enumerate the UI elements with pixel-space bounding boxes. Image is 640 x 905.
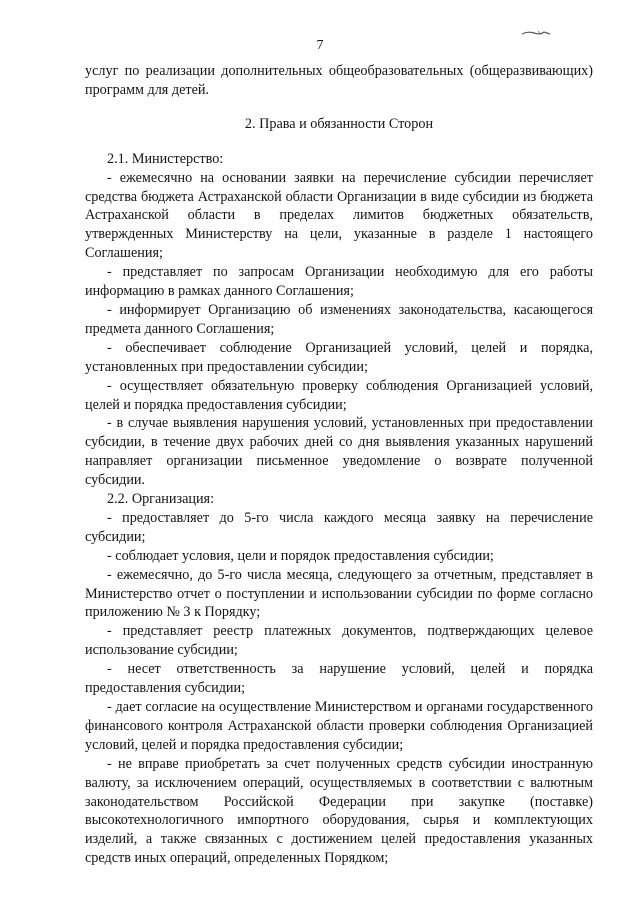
list-item: - обеспечивает соблюдение Организацией условий, целей и порядка, установленных при предоставлении субсидии; <box>85 339 593 375</box>
list-item: - предоставляет до 5-го числа каждого месяца заявку на перечисление субсидии; <box>85 509 593 545</box>
list-item: - информирует Организацию об изменениях законодательства, касающегося предмета данного Соглашения; <box>85 301 593 337</box>
list-item: - ежемесячно на основании заявки на перечисление субсидии перечисляет средства бюджета Астраханской области Организации в виде субсидии из бюджета Астраханской области в пределах лимитов бюджетных обязательств, утвержденных Министерству на цели, указанные в разделе 1 настоящего Соглашения; <box>85 169 593 262</box>
list-item: - осуществляет обязательную проверку соблюдения Организацией условий, целей и порядка предоставления субсидии; <box>85 377 593 413</box>
paragraph-continuation: услуг по реализации дополнительных общеобразовательных (общеразвивающих) программ для детей. <box>85 63 593 98</box>
list-item: - несет ответственность за нарушение условий, целей и порядка предоставления субсидии; <box>85 661 593 697</box>
list-item: - представляет реестр платежных документов, подтверждающих целевое использование субсидии; <box>85 623 593 659</box>
document-body <box>85 62 593 868</box>
list-item: - соблюдает условия, цели и порядок предоставления субсидии; <box>107 547 494 564</box>
section-heading: 2. Права и обязанности Сторон <box>244 115 434 132</box>
list-item: - дает согласие на осуществление Министерством и органами государственного финансового контроля Астраханской области проверки соблюдения Организацией условий, целей и порядка предоставления субсидии; <box>85 699 593 753</box>
scan-mark-icon <box>520 28 552 38</box>
list-item: - в случае выявления нарушения условий, установленных при предоставлении субсидии, в течение двух рабочих дней со дня выявления указанных нарушений направляет организации письменное уведомление о возврате полученной субсидии. <box>85 415 593 489</box>
list-item: - не вправе приобретать за счет полученных средств субсидии иностранную валюту, за исключением операций, осуществляемых в соответствии с валютным законодательством Российской Федерации при закупке (поставке) высокотехнологичного импортного оборудования, сырья и комплектующих изделий, а также связанных с достижением целей предоставления указанных средств иных операций, определенных Порядком; <box>85 755 593 867</box>
subsection-heading: 2.1. Министерство: <box>107 150 224 167</box>
list-item: - ежемесячно, до 5-го числа месяца, следующего за отчетным, представляет в Министерство отчет о поступлении и использовании субсидии по форме согласно приложению № 3 к Порядку; <box>85 566 593 621</box>
subsection-heading: 2.2. Организация: <box>107 491 215 508</box>
list-item: - представляет по запросам Организации необходимую для его работы информацию в рамках данного Соглашения; <box>85 264 593 300</box>
page-number: 7 <box>316 38 324 53</box>
